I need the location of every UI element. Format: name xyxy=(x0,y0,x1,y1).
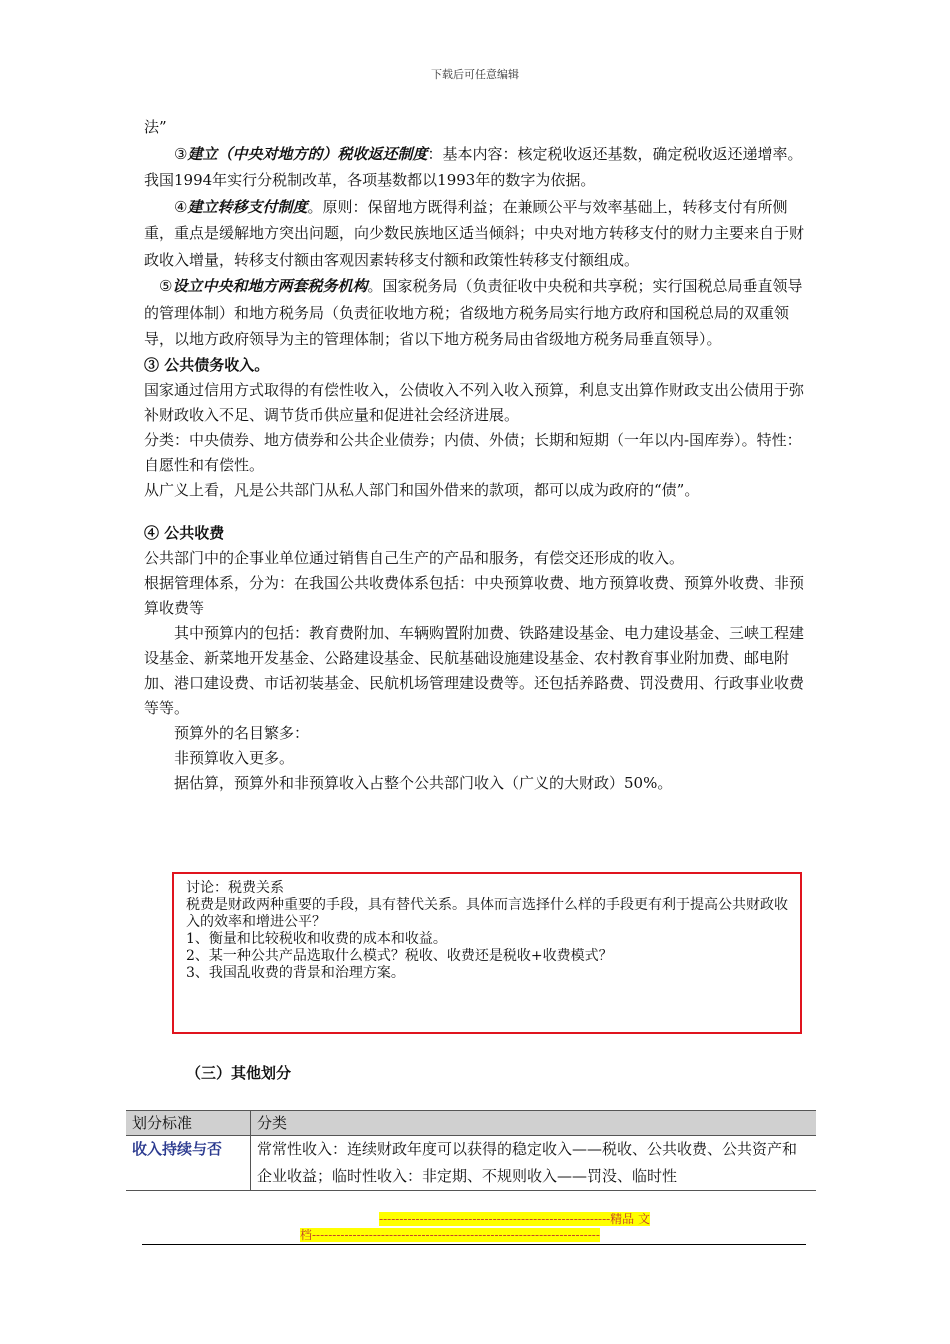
paragraph: 公共部门中的企事业单位通过销售自己生产的产品和服务，有偿交还形成的收入。 xyxy=(144,548,685,567)
header-category: 分类 xyxy=(251,1111,817,1136)
item-body: ：基本内容：核定税收返还基数，确定税收返还递增率。我国1994年实行分税制改革，各项基数都以1993年的数字为依据。 xyxy=(144,144,803,189)
paragraph: 分类：中央债券、地方债券和公共企业债券；内债、外债；长期和短期（一年以内-国库券）。特性：自愿性和有偿性。 xyxy=(144,430,802,474)
paragraph: 其中预算内的包括：教育费附加、车辆购置附加费、铁路建设基金、电力建设基金、三峡工程建设基金、新菜地开发基金、公路建设基金、民航基础设施建设基金、农村教育事业附加费、邮电附加、港口建设费、市话初装基金、民航机场管理建设费等。还包括养路费、罚没费用、行政事业收费等等。 xyxy=(144,623,805,717)
cell-criterion: 收入持续与否 xyxy=(126,1136,251,1191)
section-heading-other-divisions: （三）其他划分 xyxy=(186,1064,292,1082)
paragraph: 根据管理体系，分为：在我国公共收费体系包括：中央预算收费、地方预算收费、预算外收费、非预算收费等 xyxy=(144,573,805,617)
paragraph-tax-agencies xyxy=(144,273,812,353)
footer-divider xyxy=(142,1244,806,1245)
paragraph: 国家通过信用方式取得的有偿性收入，公债收入不列入收入预算，利息支出算作财政支出公债用于弥补财政收入不足、调节货币供应量和促进社会经济进展。 xyxy=(144,380,805,424)
item-marker: ③ xyxy=(174,144,188,163)
paragraph: 非预算收入更多。 xyxy=(174,748,295,767)
discussion-line: 2、某一种公共产品选取什么模式？税收、收费还是税收+收费模式？ xyxy=(186,948,613,964)
paragraph-transfer-payment xyxy=(144,194,812,274)
table-row xyxy=(126,1136,816,1191)
table-header-row xyxy=(126,1111,816,1136)
section-public-debt xyxy=(144,353,812,503)
item-body: 。国家税务局（负责征收中央税和共享税；实行国税总局垂直领导的管理体制）和地方税务局（负责征收地方税；省级地方税务局实行地方政府和国税总局的双重领导，以地方政府领导为主的管理体制；省以下地方税务局由省级地方税务局垂直领导）。 xyxy=(144,277,803,348)
page-footer xyxy=(300,1211,650,1243)
discussion-line: 1、衡量和比较税收和收费的成本和收益。 xyxy=(186,931,447,947)
discussion-line: 税费是财政两种重要的手段，具有替代关系。具体而言选择什么样的手段更有利于提高公共财政收入的效率和增进公平？ xyxy=(186,897,788,930)
page-header: 下载后可任意编辑 xyxy=(431,68,519,81)
paragraph: 从广义上看，凡是公共部门从私人部门和国外借来的款项，都可以成为政府的“债”。 xyxy=(144,480,700,499)
item-marker: ⑤ xyxy=(159,277,173,295)
item-marker: ④ xyxy=(174,197,188,216)
paragraph: 预算外的名目繁多： xyxy=(174,723,310,742)
paragraph-tax-return xyxy=(144,141,812,194)
discussion-box xyxy=(172,872,802,1034)
paragraph: 据估算，预算外和非预算收入占整个公共部门收入（广义的大财政）50%。 xyxy=(174,773,673,792)
section-public-fees xyxy=(144,521,812,796)
footer-line: 档----------------------------------------------------------------------- xyxy=(300,1228,600,1242)
classification-table xyxy=(126,1110,816,1191)
footer-line: ---------------------------------------------------------精品 文 xyxy=(379,1212,650,1226)
paragraph-continuation: 法” xyxy=(144,118,167,136)
item-title: 设立中央和地方两套税务机构 xyxy=(172,277,368,295)
section-heading: ③ 公共债务收入。 xyxy=(144,355,270,374)
item-title: 建立转移支付制度 xyxy=(187,197,308,216)
discussion-line: 3、我国乱收费的背景和治理方案。 xyxy=(186,965,405,981)
section-heading: ④ 公共收费 xyxy=(144,523,225,542)
header-criterion: 划分标准 xyxy=(126,1111,251,1136)
item-title: 建立（中央对地方的）税收返还制度 xyxy=(187,144,428,163)
cell-content: 常常性收入：连续财政年度可以获得的稳定收入——税收、公共收费、公共资产和企业收益；临时性收入：非定期、不规则收入——罚没、临时性 xyxy=(251,1136,817,1191)
main-content xyxy=(144,114,812,796)
item-body: 。原则：保留地方既得利益；在兼顾公平与效率基础上，转移支付有所侧重，重点是缓解地方突出问题，向少数民族地区适当倾斜；中央对地方转移支付的财力主要来自于财政收入增量，转移支付额由客观因素转移支付额和政策性转移支付额组成。 xyxy=(144,197,805,269)
discussion-title: 讨论：税费关系 xyxy=(186,880,284,896)
